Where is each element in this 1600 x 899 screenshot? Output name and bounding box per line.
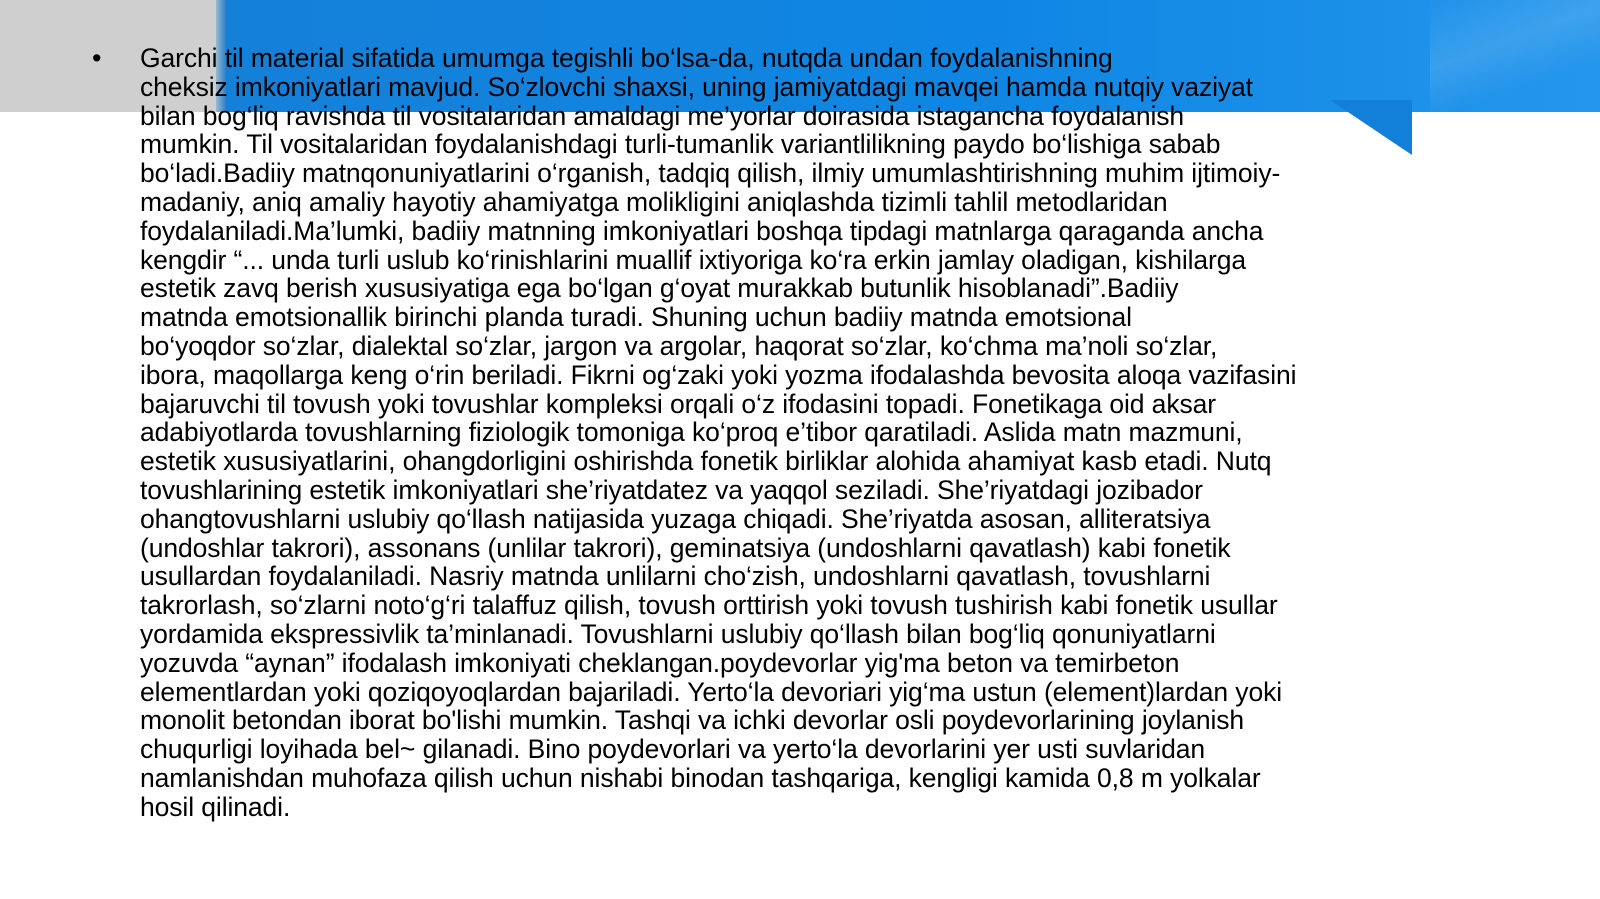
body-paragraph: Garchi til material sifatida umumga tegishli bo‘lsa-da, nutqda undan foydalanishning cheksiz imkoniyatlari mavjud. So‘zlovchi shaxsi, uning jamiyatdagi mavqei hamda nutqiy vaziyat bilan bog‘liq ravishda til vositalaridan amaldagi me’yorlar doirasida istagancha foydalanish mumkin. Til vositalaridan foydalanishdagi turli-tumanlik variantlilikning paydo bo‘lishiga sabab bo‘ladi.Badiiy matnqonuniyatlarini o‘rganish, tadqiq qilish, ilmiy umumlashtirishning muhim ijtimoiy- madaniy, aniq amaliy hayotiy ahamiyatga molikligini aniqlashda tizimli tahlil metodlaridan foydalaniladi.Ma’lumki, badiiy matnning imkoniyatlari boshqa tipdagi matnlarga qaraganda ancha kengdir “... unda turli uslub ko‘rinishlarini muallif ixtiyoriga ko‘ra erkin jamlay oladigan, kishilarga estetik zavq berish xususiyatiga ega bo‘lgan g‘oyat murakkab butunlik hisoblanadi”.Badiiy matnda emotsionallik birinchi planda turadi. Shuning uchun badiiy matnda emotsional bo‘yoqdor so‘zlar, dialektal so‘zlar, jargon va argolar, haqorat so‘zlar, ko‘chma ma’noli so‘zlar, ibora, maqollarga keng o‘rin beriladi. Fikrni og‘zaki yoki yozma ifodalashda bevosita aloqa vazifasini bajaruvchi til tovush yoki tovushlar kompleksi orqali o‘z ifodasini topadi. Fonetikaga oid aksar adabiyotlarda tovushlarning fiziologik tomoniga ko‘proq e’tibor qaratiladi. Aslida matn mazmuni, estetik xususiyatlarini, ohangdorligini oshirishda fonetik birliklar alohida ahamiyat kasb etadi. Nutq tovushlarining estetik imkoniyatlari she’riyatdatez va yaqqol seziladi. She’riyatdagi jozibador ohangtovushlarni uslubiy qo‘llash natijasida yuzaga chiqadi. She’riyatda asosan, alliteratsiya (undoshlar takrori), assonans (unlilar takrori), geminatsiya (undoshlarni qavatlash) kabi fonetik usullardan foydalaniladi. Nasriy matnda unlilarni cho‘zish, undoshlarni qavatlash, tovushlarni takrorlash, so‘zlarni noto‘g‘ri talaffuz qilish, tovush orttirish yoki tovush tushirish kabi fonetik usullar yordamida ekspressivlik ta’minlanadi. Tovushlarni uslubiy qo‘llash bilan bog‘liq qonuniyatlarni yozuvda “aynan” ifodalash imkoniyati cheklangan.poydevorlar yig'ma beton va temirbeton elementlardan yoki qoziqoyoqlardan bajariladi. Yerto‘la devoriari yig‘ma ustun (element)lardan yoki monolit betondan iborat bo'lishi mumkin. Tashqi va ichki devorlar osli poydevorlarining joylanish chuqurligi loyihada bel~ gilanadi. Bino poydevorlari va yerto‘la devorlarini yer usti suvlaridan namlanishdan muhofaza qilish uchun nishabi binodan tashqariga, kengligi kamida 0,8 m yolkalar hosil qilinadi. xyxy=(140,43,1297,822)
bullet-marker: • xyxy=(92,43,102,73)
